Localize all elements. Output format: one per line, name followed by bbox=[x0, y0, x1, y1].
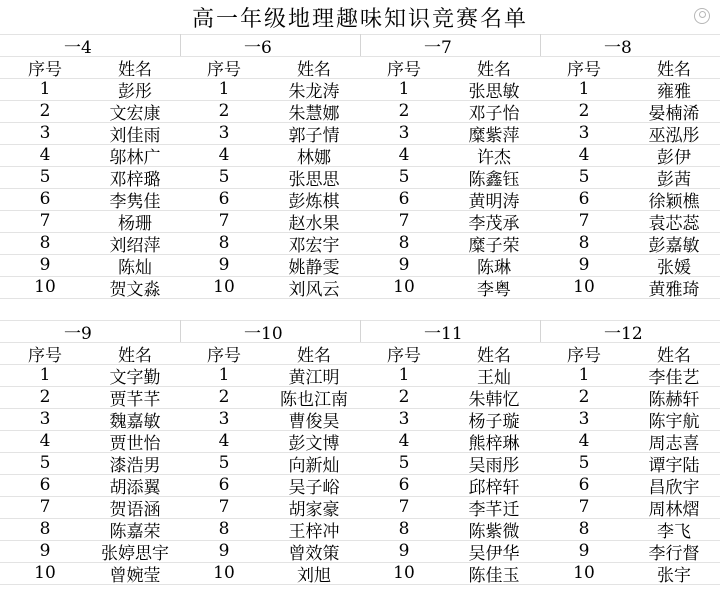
grid-line bbox=[0, 210, 720, 211]
serial-number-cell: 3 bbox=[578, 409, 590, 429]
student-name-cell: 胡添翼 bbox=[109, 477, 161, 496]
serial-number-cell: 3 bbox=[218, 123, 230, 143]
grid-line bbox=[0, 562, 720, 563]
serial-number-cell: 10 bbox=[213, 277, 235, 297]
grid-line bbox=[360, 34, 361, 56]
student-name-cell: 胡家豪 bbox=[288, 499, 340, 518]
serial-number-header: 序号 bbox=[567, 59, 601, 78]
student-name-cell: 彭文博 bbox=[288, 433, 340, 452]
serial-number-cell: 10 bbox=[393, 563, 415, 583]
serial-number-cell: 7 bbox=[398, 211, 410, 231]
serial-number-cell: 7 bbox=[578, 497, 590, 517]
serial-number-cell: 5 bbox=[218, 167, 230, 187]
grid-line bbox=[0, 100, 720, 101]
serial-number-header: 序号 bbox=[387, 59, 421, 78]
serial-number-cell: 1 bbox=[39, 79, 51, 99]
student-name-cell: 彭彤 bbox=[118, 81, 152, 100]
student-name-cell: 贾芊芊 bbox=[109, 389, 161, 408]
student-name-cell: 王灿 bbox=[477, 367, 511, 386]
serial-number-cell: 8 bbox=[39, 519, 51, 539]
grid-line bbox=[0, 584, 720, 585]
serial-number-header: 序号 bbox=[207, 59, 241, 78]
class-label: 一10 bbox=[244, 323, 283, 342]
serial-number-cell: 3 bbox=[39, 409, 51, 429]
serial-number-cell: 9 bbox=[39, 541, 51, 561]
grid-line bbox=[0, 254, 720, 255]
student-name-cell: 糜子荣 bbox=[468, 235, 520, 254]
student-name-cell: 陈灿 bbox=[118, 257, 152, 276]
student-name-cell: 张思思 bbox=[288, 169, 340, 188]
student-name-cell: 黄江明 bbox=[288, 367, 340, 386]
settings-circle-icon[interactable] bbox=[694, 8, 710, 24]
serial-number-cell: 7 bbox=[578, 211, 590, 231]
table-row bbox=[0, 518, 720, 540]
sheet-title: 高一年级地理趣味知识竞赛名单 bbox=[191, 6, 528, 32]
grid-line bbox=[0, 56, 720, 57]
table-row bbox=[0, 276, 720, 298]
serial-number-cell: 2 bbox=[218, 101, 230, 121]
serial-number-cell: 10 bbox=[573, 277, 595, 297]
table-row bbox=[0, 254, 720, 276]
table-row bbox=[0, 452, 720, 474]
grid-line bbox=[0, 122, 720, 123]
grid-line bbox=[0, 518, 720, 519]
student-name-cell: 向新灿 bbox=[288, 455, 340, 474]
student-name-cell: 糜紫萍 bbox=[468, 125, 520, 144]
student-name-cell: 文宏康 bbox=[109, 103, 161, 122]
student-name-cell: 刘佳雨 bbox=[109, 125, 161, 144]
serial-number-cell: 6 bbox=[218, 475, 230, 495]
student-name-cell: 邓子怡 bbox=[468, 103, 520, 122]
table-row bbox=[0, 144, 720, 166]
student-name-cell: 贺语涵 bbox=[109, 499, 161, 518]
student-name-cell: 晏楠浠 bbox=[648, 103, 700, 122]
grid-line bbox=[180, 34, 181, 56]
class-label: 一11 bbox=[424, 323, 463, 342]
student-name-cell: 张婷思宇 bbox=[101, 543, 169, 562]
serial-number-cell: 9 bbox=[578, 541, 590, 561]
name-header: 姓名 bbox=[477, 59, 511, 78]
student-name-cell: 陈宇航 bbox=[648, 411, 700, 430]
class-label: 一8 bbox=[604, 37, 632, 56]
name-header: 姓名 bbox=[657, 59, 691, 78]
serial-number-cell: 8 bbox=[398, 233, 410, 253]
student-name-cell: 谭宇陆 bbox=[648, 455, 700, 474]
grid-line bbox=[360, 320, 361, 342]
grid-line bbox=[540, 320, 541, 342]
serial-number-cell: 7 bbox=[39, 497, 51, 517]
serial-number-cell: 9 bbox=[39, 255, 51, 275]
student-name-cell: 吴雨彤 bbox=[468, 455, 520, 474]
serial-number-cell: 10 bbox=[34, 563, 56, 583]
student-name-cell: 陈赫轩 bbox=[648, 389, 700, 408]
grid-line bbox=[0, 364, 720, 365]
serial-number-cell: 3 bbox=[578, 123, 590, 143]
serial-number-cell: 9 bbox=[398, 541, 410, 561]
name-header: 姓名 bbox=[477, 345, 511, 364]
serial-number-cell: 9 bbox=[218, 255, 230, 275]
serial-number-cell: 1 bbox=[398, 365, 410, 385]
serial-number-cell: 10 bbox=[573, 563, 595, 583]
student-name-cell: 朱龙涛 bbox=[288, 81, 340, 100]
serial-number-cell: 2 bbox=[578, 101, 590, 121]
serial-number-header: 序号 bbox=[28, 345, 62, 364]
grid-line bbox=[0, 144, 720, 145]
table-row bbox=[0, 540, 720, 562]
table-row bbox=[0, 100, 720, 122]
student-name-cell: 杨珊 bbox=[118, 213, 152, 232]
student-name-cell: 陈也江南 bbox=[280, 389, 348, 408]
serial-number-cell: 1 bbox=[578, 79, 590, 99]
student-name-cell: 吴子峪 bbox=[288, 477, 340, 496]
student-name-cell: 朱韩忆 bbox=[468, 389, 520, 408]
grid-line bbox=[0, 452, 720, 453]
student-name-cell: 雍雅 bbox=[657, 81, 691, 100]
grid-line bbox=[180, 320, 181, 342]
serial-number-cell: 9 bbox=[218, 541, 230, 561]
serial-number-cell: 10 bbox=[393, 277, 415, 297]
student-name-cell: 陈鑫钰 bbox=[468, 169, 520, 188]
title-row bbox=[0, 0, 720, 35]
serial-number-cell: 5 bbox=[218, 453, 230, 473]
serial-number-cell: 8 bbox=[218, 519, 230, 539]
column-header-row bbox=[0, 56, 720, 78]
student-name-cell: 李佳艺 bbox=[648, 367, 700, 386]
table-row bbox=[0, 232, 720, 254]
serial-number-cell: 1 bbox=[218, 79, 230, 99]
grid-line bbox=[0, 496, 720, 497]
serial-number-cell: 2 bbox=[398, 387, 410, 407]
student-name-cell: 刘旭 bbox=[297, 565, 331, 584]
grid-line bbox=[0, 386, 720, 387]
student-name-cell: 张媛 bbox=[657, 257, 691, 276]
student-name-cell: 彭茜 bbox=[657, 169, 691, 188]
serial-number-cell: 4 bbox=[218, 431, 230, 451]
student-name-cell: 赵水果 bbox=[288, 213, 340, 232]
table-row bbox=[0, 166, 720, 188]
student-name-cell: 彭炼棋 bbox=[288, 191, 340, 210]
serial-number-cell: 6 bbox=[218, 189, 230, 209]
student-name-cell: 邬林广 bbox=[109, 147, 161, 166]
table-row bbox=[0, 386, 720, 408]
grid-line bbox=[0, 430, 720, 431]
serial-number-cell: 10 bbox=[213, 563, 235, 583]
serial-number-cell: 2 bbox=[39, 101, 51, 121]
serial-number-cell: 2 bbox=[218, 387, 230, 407]
student-name-cell: 李隽佳 bbox=[109, 191, 161, 210]
serial-number-cell: 4 bbox=[398, 145, 410, 165]
serial-number-cell: 3 bbox=[39, 123, 51, 143]
student-name-cell: 姚静雯 bbox=[288, 257, 340, 276]
student-name-cell: 熊梓琳 bbox=[468, 433, 520, 452]
serial-number-cell: 7 bbox=[39, 211, 51, 231]
grid-line bbox=[0, 166, 720, 167]
name-header: 姓名 bbox=[118, 59, 152, 78]
serial-number-cell: 9 bbox=[578, 255, 590, 275]
grid-line bbox=[0, 188, 720, 189]
student-name-cell: 文字勤 bbox=[109, 367, 161, 386]
student-name-cell: 陈佳玉 bbox=[468, 565, 520, 584]
student-name-cell: 张思敏 bbox=[468, 81, 520, 100]
serial-number-cell: 8 bbox=[398, 519, 410, 539]
serial-number-cell: 4 bbox=[398, 431, 410, 451]
student-name-cell: 李芊迁 bbox=[468, 499, 520, 518]
serial-number-cell: 3 bbox=[398, 123, 410, 143]
serial-number-cell: 5 bbox=[578, 453, 590, 473]
name-header: 姓名 bbox=[297, 59, 331, 78]
student-name-cell: 刘绍萍 bbox=[109, 235, 161, 254]
student-name-cell: 朱慧娜 bbox=[288, 103, 340, 122]
class-label: 一12 bbox=[604, 323, 643, 342]
table-row bbox=[0, 78, 720, 100]
class-label: 一4 bbox=[64, 37, 92, 56]
serial-number-cell: 6 bbox=[39, 189, 51, 209]
student-name-cell: 漆浩男 bbox=[109, 455, 161, 474]
serial-number-cell: 8 bbox=[578, 233, 590, 253]
student-name-cell: 周志喜 bbox=[648, 433, 700, 452]
student-name-cell: 李粤 bbox=[477, 279, 511, 298]
serial-number-cell: 9 bbox=[398, 255, 410, 275]
student-name-cell: 郭子情 bbox=[288, 125, 340, 144]
student-name-cell: 杨子璇 bbox=[468, 411, 520, 430]
student-name-cell: 彭嘉敏 bbox=[648, 235, 700, 254]
serial-number-cell: 8 bbox=[39, 233, 51, 253]
table-row bbox=[0, 188, 720, 210]
table-row bbox=[0, 408, 720, 430]
serial-number-cell: 1 bbox=[578, 365, 590, 385]
student-name-cell: 贺文淼 bbox=[109, 279, 161, 298]
grid-line bbox=[540, 34, 541, 56]
student-name-cell: 贾世怡 bbox=[109, 433, 161, 452]
grid-line bbox=[0, 232, 720, 233]
student-name-cell: 彭伊 bbox=[657, 147, 691, 166]
student-name-cell: 周林熠 bbox=[648, 499, 700, 518]
class-label: 一6 bbox=[244, 37, 272, 56]
student-name-cell: 许杰 bbox=[477, 147, 511, 166]
table-row bbox=[0, 496, 720, 518]
table-row bbox=[0, 430, 720, 452]
serial-number-cell: 5 bbox=[39, 453, 51, 473]
student-name-cell: 魏嘉敏 bbox=[109, 411, 161, 430]
serial-number-cell: 4 bbox=[578, 431, 590, 451]
serial-number-cell: 6 bbox=[398, 189, 410, 209]
student-name-cell: 曾婉莹 bbox=[109, 565, 161, 584]
name-header: 姓名 bbox=[657, 345, 691, 364]
serial-number-cell: 6 bbox=[398, 475, 410, 495]
serial-number-header: 序号 bbox=[387, 345, 421, 364]
serial-number-cell: 3 bbox=[218, 409, 230, 429]
grid-line bbox=[0, 408, 720, 409]
grid-line bbox=[0, 276, 720, 277]
student-name-cell: 张宇 bbox=[657, 565, 691, 584]
table-row bbox=[0, 210, 720, 232]
grid-line bbox=[0, 78, 720, 79]
student-name-cell: 巫泓彤 bbox=[648, 125, 700, 144]
serial-number-cell: 4 bbox=[578, 145, 590, 165]
serial-number-cell: 5 bbox=[39, 167, 51, 187]
serial-number-cell: 6 bbox=[39, 475, 51, 495]
serial-number-cell: 1 bbox=[398, 79, 410, 99]
serial-number-cell: 3 bbox=[398, 409, 410, 429]
name-header: 姓名 bbox=[118, 345, 152, 364]
serial-number-cell: 7 bbox=[218, 497, 230, 517]
serial-number-cell: 1 bbox=[218, 365, 230, 385]
student-name-cell: 陈嘉荣 bbox=[109, 521, 161, 540]
grid-line bbox=[0, 540, 720, 541]
serial-number-cell: 7 bbox=[398, 497, 410, 517]
table-row bbox=[0, 122, 720, 144]
student-name-cell: 陈琳 bbox=[477, 257, 511, 276]
student-name-cell: 曾效策 bbox=[288, 543, 340, 562]
class-label: 一9 bbox=[64, 323, 92, 342]
student-name-cell: 邓梓璐 bbox=[109, 169, 161, 188]
student-name-cell: 李茂承 bbox=[468, 213, 520, 232]
grid-line bbox=[0, 474, 720, 475]
student-name-cell: 黄明涛 bbox=[468, 191, 520, 210]
serial-number-cell: 2 bbox=[39, 387, 51, 407]
serial-number-cell: 5 bbox=[398, 167, 410, 187]
column-header-row bbox=[0, 342, 720, 364]
serial-number-cell: 7 bbox=[218, 211, 230, 231]
grid-line bbox=[0, 342, 720, 343]
serial-number-cell: 1 bbox=[39, 365, 51, 385]
serial-number-cell: 10 bbox=[34, 277, 56, 297]
serial-number-cell: 4 bbox=[39, 431, 51, 451]
table-row bbox=[0, 364, 720, 386]
serial-number-cell: 5 bbox=[578, 167, 590, 187]
serial-number-cell: 2 bbox=[398, 101, 410, 121]
serial-number-cell: 4 bbox=[39, 145, 51, 165]
serial-number-header: 序号 bbox=[28, 59, 62, 78]
student-name-cell: 袁芯蕊 bbox=[648, 213, 700, 232]
student-name-cell: 王梓冲 bbox=[288, 521, 340, 540]
serial-number-cell: 2 bbox=[578, 387, 590, 407]
student-name-cell: 林娜 bbox=[297, 147, 331, 166]
student-name-cell: 陈紫微 bbox=[468, 521, 520, 540]
serial-number-cell: 6 bbox=[578, 189, 590, 209]
student-name-cell: 李飞 bbox=[657, 521, 691, 540]
class-label: 一7 bbox=[424, 37, 452, 56]
student-name-cell: 邱梓轩 bbox=[468, 477, 520, 496]
serial-number-cell: 4 bbox=[218, 145, 230, 165]
student-name-cell: 昌欣宇 bbox=[648, 477, 700, 496]
student-name-cell: 吴伊华 bbox=[468, 543, 520, 562]
student-name-cell: 黄雅琦 bbox=[648, 279, 700, 298]
serial-number-header: 序号 bbox=[567, 345, 601, 364]
table-row bbox=[0, 474, 720, 496]
grid-line bbox=[0, 298, 720, 299]
student-name-cell: 徐颖樵 bbox=[648, 191, 700, 210]
student-name-cell: 李行督 bbox=[648, 543, 700, 562]
serial-number-cell: 6 bbox=[578, 475, 590, 495]
serial-number-cell: 8 bbox=[218, 233, 230, 253]
table-row bbox=[0, 562, 720, 584]
student-name-cell: 邓宏宇 bbox=[288, 235, 340, 254]
serial-number-cell: 5 bbox=[398, 453, 410, 473]
name-header: 姓名 bbox=[297, 345, 331, 364]
student-name-cell: 曹俊昊 bbox=[288, 411, 340, 430]
serial-number-cell: 8 bbox=[578, 519, 590, 539]
student-name-cell: 刘风云 bbox=[288, 279, 340, 298]
serial-number-header: 序号 bbox=[207, 345, 241, 364]
